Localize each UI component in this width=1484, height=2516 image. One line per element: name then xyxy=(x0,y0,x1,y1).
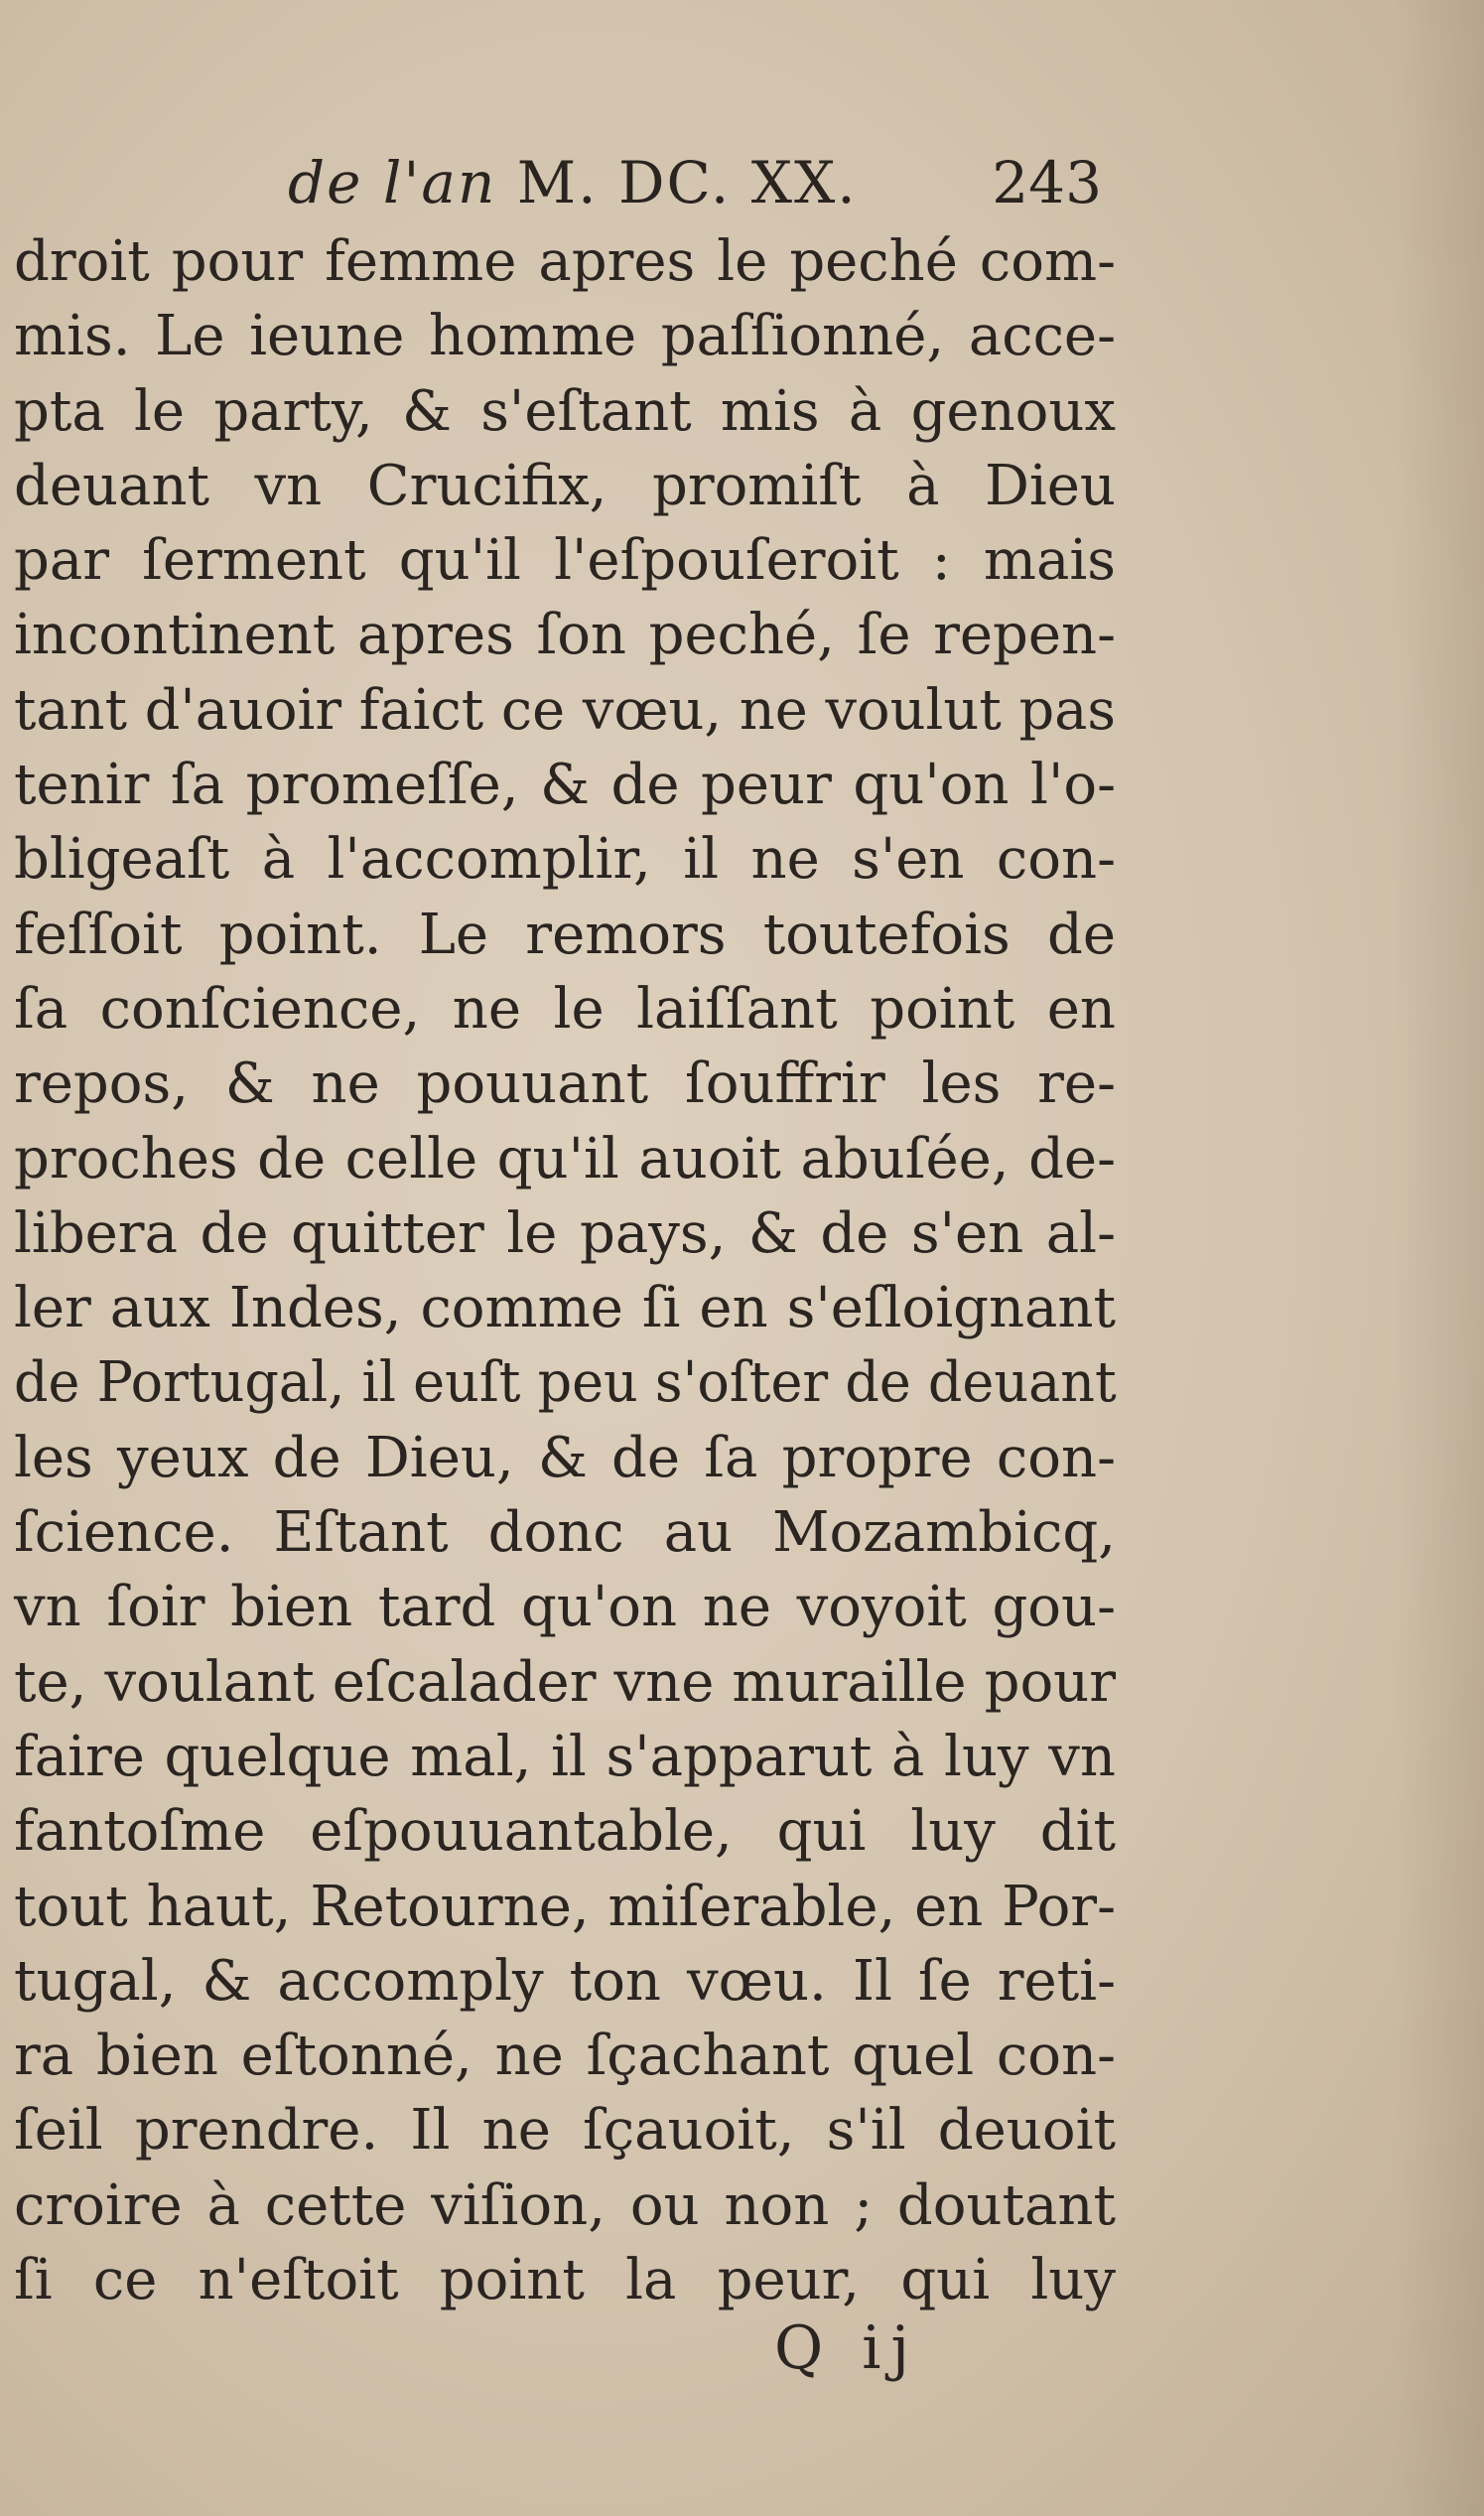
text-line: droit pour femme apres le peché com- xyxy=(14,229,1116,294)
running-head-italic: de l'an xyxy=(288,149,497,216)
text-line: faire quelque mal, il s'apparut à luy vn xyxy=(14,1724,1116,1789)
text-line: mis. Le ieune homme paſſionné, acce- xyxy=(14,304,1116,369)
text-line: de Portugal, il euſt peu s'oſter de deuant xyxy=(14,1350,1117,1416)
text-line: tenir ſa promeſſe, & de peur qu'on l'o- xyxy=(14,753,1116,818)
text-line: ra bien eſtonné, ne ſçachant quel con- xyxy=(14,2024,1116,2089)
text-line: ſa conſcience, ne le laiſſant point en xyxy=(14,976,1116,1042)
text-line: fantoſme eſpouuantable, qui luy dit xyxy=(14,1799,1116,1865)
text-line: pta le party, & s'eſtant mis à genoux xyxy=(14,378,1116,444)
page-header xyxy=(288,149,1102,228)
page-number: 243 xyxy=(992,149,1102,216)
body-text xyxy=(14,224,1116,2317)
text-line: te, voulant eſcalader vne muraille pour xyxy=(14,1649,1116,1715)
text-line: ſi ce n'eſtoit point la peur, qui luy xyxy=(14,2248,1116,2313)
text-line: feſſoit point. Le remors toutefois de xyxy=(14,902,1116,967)
running-head xyxy=(288,149,858,216)
text-line: libera de quitter le pays, & de s'en al- xyxy=(14,1200,1116,1266)
text-line: tout haut, Retourne, miſerable, en Por- xyxy=(14,1874,1116,1939)
text-line: croire à cette viſion, ou non ; doutant xyxy=(14,2172,1116,2238)
text-line: ſcience. Eſtant donc au Mozambicq, xyxy=(14,1500,1116,1566)
text-line: proches de celle qu'il auoit abuſée, de- xyxy=(14,1126,1116,1191)
text-line: ſeil prendre. Il ne ſçauoit, s'il deuoit xyxy=(14,2098,1116,2164)
text-line: ler aux Indes, comme ſi en s'eſloignant xyxy=(14,1276,1116,1341)
text-line: vn ſoir bien tard qu'on ne voyoit gou- xyxy=(14,1575,1116,1640)
text-line: deuant vn Crucifix, promiſt à Dieu xyxy=(14,453,1116,518)
text-line: par ſerment qu'il l'eſpouſeroit : mais xyxy=(14,528,1116,594)
text-line: repos, & ne pouuant ſouffrir les re- xyxy=(14,1051,1116,1117)
text-line: tant d'auoir faict ce vœu, ne voulut pas xyxy=(14,677,1117,743)
text-line: bligeaſt à l'accomplir, il ne s'en con- xyxy=(14,827,1116,893)
running-head-year: M. DC. XX. xyxy=(496,149,858,216)
text-line: les yeux de Dieu, & de ſa propre con- xyxy=(14,1425,1116,1490)
text-line: tugal, & accomply ton vœu. Il ſe reti- xyxy=(14,1948,1116,2014)
text-line: incontinent apres ſon peché, ſe repen- xyxy=(14,603,1116,668)
signature-mark: Q ij xyxy=(774,2313,920,2383)
